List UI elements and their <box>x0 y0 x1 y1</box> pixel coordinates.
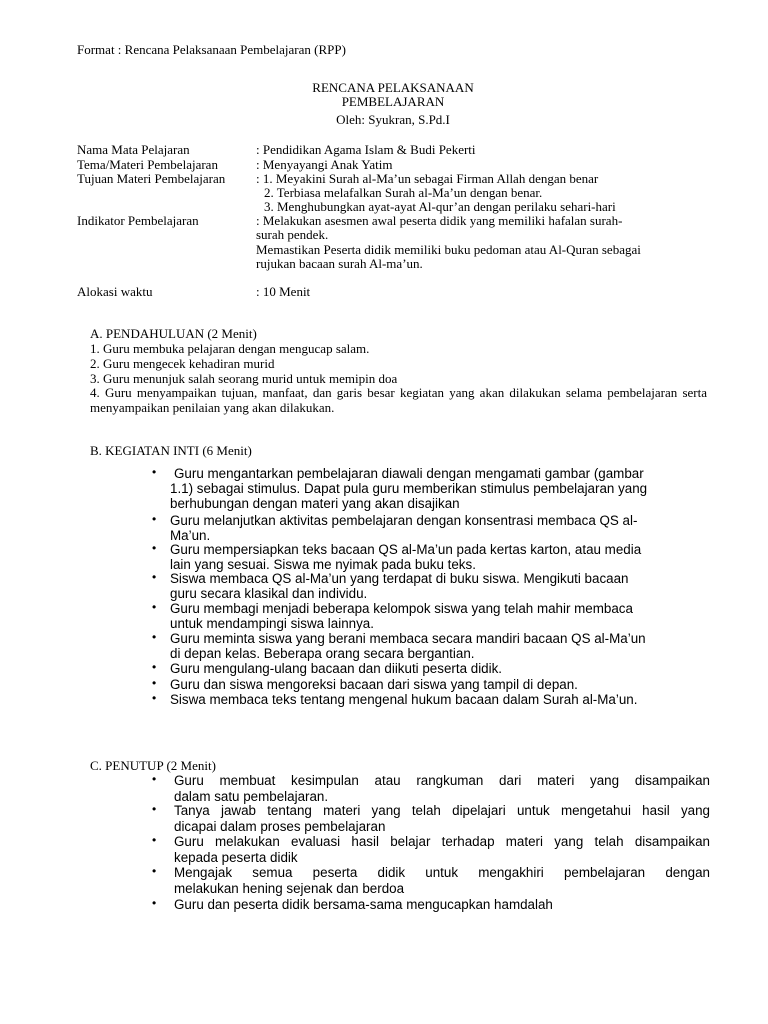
tujuan-item-3: 3. Menghubungkan ayat-ayat Al-qur’an dengan perilaku sehari-hari <box>264 199 616 214</box>
section-c-bullet-4-line-2: melakukan hening sejenak dan berdoa <box>174 880 405 896</box>
indikator-line-4: rujukan bacaan surah Al-ma’un. <box>256 256 423 271</box>
section-b-bullet-7-line-1: Guru mengulang-ulang bacaan dan diikuti peserta didik. <box>170 661 503 676</box>
tujuan-item-2: 2. Terbiasa melafalkan Surah al-Ma’un dengan benar. <box>264 185 543 200</box>
bullet-icon: • <box>152 864 157 878</box>
section-c-bullet-1-line-1: Guru membuat kesimpulan atau rangkuman dari materi yang disampaikan <box>174 773 710 788</box>
bullet-icon: • <box>152 802 157 816</box>
section-a-item-3: 3. Guru menunjuk salah seorang murid untuk memipin doa <box>90 371 398 386</box>
bullet-icon: • <box>152 512 157 526</box>
mapel-value: : Pendidikan Agama Islam & Budi Pekerti <box>256 142 476 157</box>
section-b-bullet-5-line-2: untuk mendampingi siswa lainnya. <box>170 616 374 632</box>
tujuan-item-1: : 1. Meyakini Surah al-Ma’un sebagai Firman Allah dengan benar <box>256 171 599 186</box>
indikator-line-1: : Melakukan asesmen awal peserta didik yang memiliki hafalan surah- <box>256 213 623 228</box>
bullet-icon: • <box>152 833 157 847</box>
alokasi-value: : 10 Menit <box>256 284 311 299</box>
indikator-line-3: Memastikan Peserta didik memiliki buku pedoman atau Al-Quran sebagai <box>256 242 641 257</box>
author-line: Oleh: Syukran, S.Pd.I <box>336 112 450 127</box>
tema-label: Tema/Materi Pembelajaran <box>77 157 218 172</box>
section-b-bullet-3-line-1: Guru mempersiapkan teks bacaan QS al-Ma’un pada kertas karton, atau media <box>170 542 642 557</box>
section-b-bullet-1-line-3: berhubungan dengan materi yang akan disajikan <box>170 496 460 512</box>
section-b-bullet-5-line-1: Guru membagi menjadi beberapa kelompok siswa yang telah mahir membaca <box>170 601 633 616</box>
bullet-icon: • <box>152 630 157 644</box>
page-title-line1: RENCANA PELAKSANAAN <box>312 80 474 95</box>
bullet-icon: • <box>152 691 157 705</box>
tujuan-label: Tujuan Materi Pembelajaran <box>77 171 226 186</box>
bullet-icon: • <box>152 676 157 690</box>
indikator-label: Indikator Pembelajaran <box>77 213 199 228</box>
section-c-bullet-2-line-1: Tanya jawab tentang materi yang telah dipelajari untuk mengetahui hasil yang <box>174 803 710 818</box>
section-b-bullet-2-line-1: Guru melanjutkan aktivitas pembelajaran dengan konsentrasi membaca QS al- <box>170 513 638 528</box>
section-c-bullet-4-line-1: Mengajak semua peserta didik untuk mengakhiri pembelajaran dengan <box>174 865 710 880</box>
bullet-icon: • <box>152 772 157 786</box>
section-b-bullet-6-line-2: di depan kelas. Beberapa orang secara bergantian. <box>170 646 475 662</box>
section-c-heading: C. PENUTUP (2 Menit) <box>90 758 216 773</box>
section-b-bullet-1-line-2: 1.1) sebagai stimulus. Dapat pula guru memberikan stimulus pembelajaran yang <box>170 481 648 497</box>
bullet-icon: • <box>152 570 157 584</box>
bullet-icon: • <box>152 541 157 555</box>
section-a-item-1: 1. Guru membuka pelajaran dengan mengucap salam. <box>90 341 370 356</box>
bullet-icon: • <box>152 896 157 910</box>
section-b-heading: B. KEGIATAN INTI (6 Menit) <box>90 443 252 458</box>
section-b-bullet-1-line-1: Guru mengantarkan pembelajaran diawali dengan mengamati gambar (gambar <box>174 466 644 481</box>
section-c-bullet-2-line-2: dicapai dalam proses pembelajaran <box>174 818 386 834</box>
section-c-bullet-5-line-1: Guru dan peserta didik bersama-sama mengucapkan hamdalah <box>174 897 553 912</box>
bullet-icon: • <box>152 600 157 614</box>
section-a-heading: A. PENDAHULUAN (2 Menit) <box>90 326 257 341</box>
bullet-icon: • <box>152 660 157 674</box>
section-b-bullet-8-line-1: Guru dan siswa mengoreksi bacaan dari siswa yang tampil di depan. <box>170 677 578 692</box>
format-line: Format : Rencana Pelaksanaan Pembelajaran (RPP) <box>77 42 346 57</box>
section-a-item-2: 2. Guru mengecek kehadiran murid <box>90 356 275 371</box>
section-b-bullet-3-line-2: lain yang sesuai. Siswa me nyimak pada buku teks. <box>170 557 476 573</box>
section-b-bullet-2-line-2: Ma’un. <box>170 528 211 544</box>
bullet-icon: • <box>152 465 157 479</box>
section-b-bullet-4-line-1: Siswa membaca QS al-Ma’un yang terdapat di buku siswa. Mengikuti bacaan <box>170 571 629 586</box>
section-b-bullet-9-line-1: Siswa membaca teks tentang mengenal hukum bacaan dalam Surah al-Ma’un. <box>170 692 638 707</box>
section-a-item-4: 4. Guru menyampaikan tujuan, manfaat, dan garis besar kegiatan yang akan dilakukan selama pembelajaran serta menyampaikan penilaian yang akan dilakukan. <box>90 385 707 415</box>
mapel-label: Nama Mata Pelajaran <box>77 142 190 157</box>
section-c-bullet-3-line-2: kepada peserta didik <box>174 849 298 865</box>
page-title-line2: PEMBELAJARAN <box>341 94 445 109</box>
indikator-line-2: surah pendek. <box>256 227 329 242</box>
section-c-bullet-1-line-2: dalam satu pembelajaran. <box>174 788 329 804</box>
alokasi-label: Alokasi waktu <box>77 284 153 299</box>
section-c-bullet-3-line-1: Guru melakukan evaluasi hasil belajar terhadap materi yang telah disampaikan <box>174 834 710 849</box>
tema-value: : Menyayangi Anak Yatim <box>256 157 393 172</box>
section-b-bullet-6-line-1: Guru meminta siswa yang berani membaca secara mandiri bacaan QS al-Ma’un <box>170 631 646 646</box>
section-b-bullet-4-line-2: guru secara klasikal dan individu. <box>170 586 368 602</box>
